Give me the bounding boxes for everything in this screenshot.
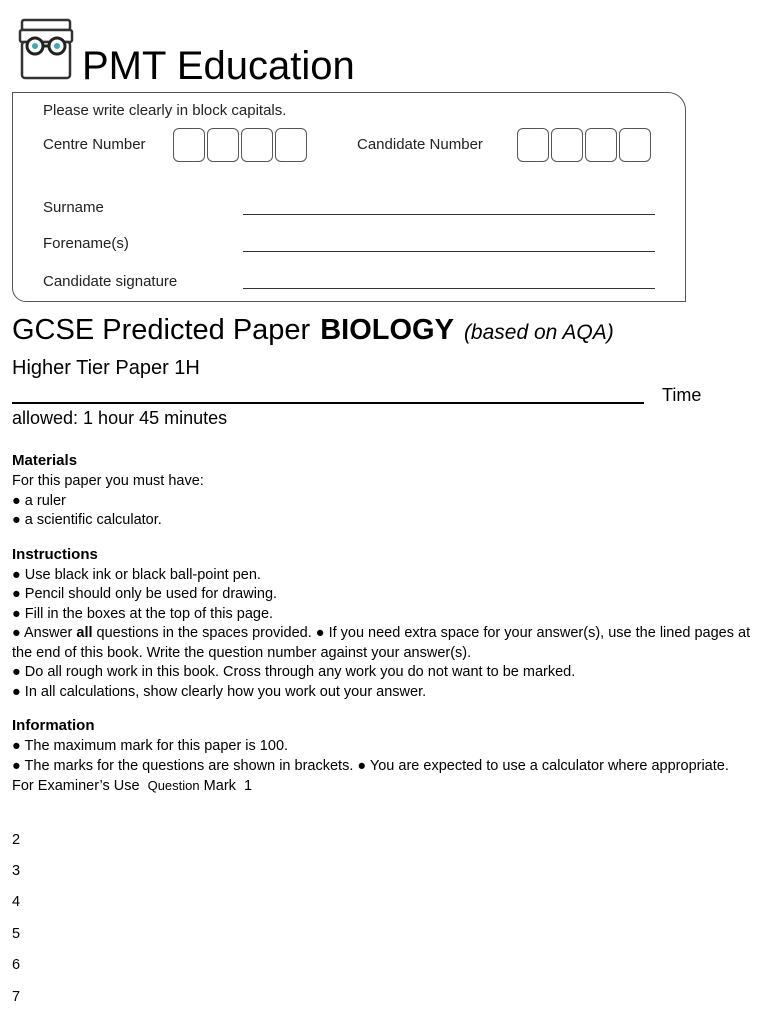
materials-section [12, 450, 752, 531]
instructions-section [12, 544, 752, 703]
question-number: 6 [12, 957, 21, 973]
information-heading: Information [12, 717, 95, 734]
title-rule [12, 402, 644, 404]
question-number: 5 [12, 926, 21, 942]
time-prefix: Time [662, 385, 702, 405]
question-number: 3 [12, 863, 21, 879]
instruction-line [12, 624, 752, 663]
surname-field[interactable] [243, 214, 655, 215]
instruction-line: ● Use black ink or black ball-point pen. [12, 566, 261, 583]
candidate-number-label: Candidate Number [357, 136, 483, 153]
signature-label: Candidate signature [43, 273, 178, 290]
tier-label: Higher Tier Paper 1H [12, 357, 200, 379]
candidate-details-box [12, 92, 686, 302]
candidate-number-digit[interactable] [551, 128, 583, 162]
candidate-number-boxes[interactable] [517, 128, 653, 162]
candidate-number-digit[interactable] [619, 128, 651, 162]
question-number: 1 [243, 778, 253, 794]
question-number: 4 [12, 894, 21, 910]
centre-number-label: Centre Number [43, 136, 146, 153]
instruction-text: questions in the spaces provided. ● If you need extra space for your answer(s), use the lined pages at the end of this book. Write the question number against your answer(s). [12, 625, 751, 661]
candidate-number-digit[interactable] [517, 128, 549, 162]
instruction-text: ● Answer [12, 625, 77, 641]
information-line: ● The maximum mark for this paper is 100. [12, 738, 289, 754]
forenames-label: Forename(s) [43, 235, 129, 252]
pmt-logo-icon [14, 18, 78, 82]
instruction-emphasis: all [76, 625, 93, 641]
centre-number-digit[interactable] [275, 128, 307, 162]
examiner-use-row [12, 776, 752, 797]
paper-title [12, 312, 614, 351]
instructions-heading: Instructions [12, 545, 98, 563]
information-line: ● The marks for the questions are shown in brackets. ● You are expected to use a calculator where appropriate. [12, 757, 729, 774]
brand-name: PMT Education [82, 44, 355, 88]
centre-number-digit[interactable] [241, 128, 273, 162]
instruction-line: ● Fill in the boxes at the top of this page. [12, 605, 274, 622]
instruction-line: ● In all calculations, show clearly how you work out your answer. [12, 683, 427, 700]
surname-label: Surname [43, 199, 104, 216]
materials-item: ● a ruler [12, 492, 66, 509]
question-number: 2 [12, 832, 21, 848]
materials-item: ● a scientific calculator. [12, 512, 162, 528]
signature-field[interactable] [243, 288, 655, 289]
question-column-label: Question [147, 778, 200, 793]
centre-number-boxes[interactable] [173, 128, 309, 162]
title-subject: BIOLOGY [320, 314, 454, 346]
materials-heading: Materials [12, 452, 78, 469]
forenames-field[interactable] [243, 251, 655, 252]
information-section [12, 715, 752, 797]
title-basis: (based on AQA) [463, 321, 614, 344]
front-page-body [12, 450, 752, 797]
centre-number-digit[interactable] [173, 128, 205, 162]
instruction-line: ● Do all rough work in this book. Cross through any work you do not want to be marked. [12, 664, 576, 680]
examiner-label: For Examiner’s Use [12, 778, 140, 794]
candidate-number-digit[interactable] [585, 128, 617, 162]
instruction-line: ● Pencil should only be used for drawing. [12, 586, 278, 602]
mark-column-label: Mark [203, 778, 236, 794]
time-allowed: allowed: 1 hour 45 minutes [12, 408, 228, 428]
question-number: 7 [12, 989, 21, 1005]
title-main: GCSE Predicted Paper [12, 314, 311, 346]
centre-number-digit[interactable] [207, 128, 239, 162]
materials-intro: For this paper you must have: [12, 473, 204, 489]
block-capitals-instruction: Please write clearly in block capitals. [43, 102, 287, 119]
